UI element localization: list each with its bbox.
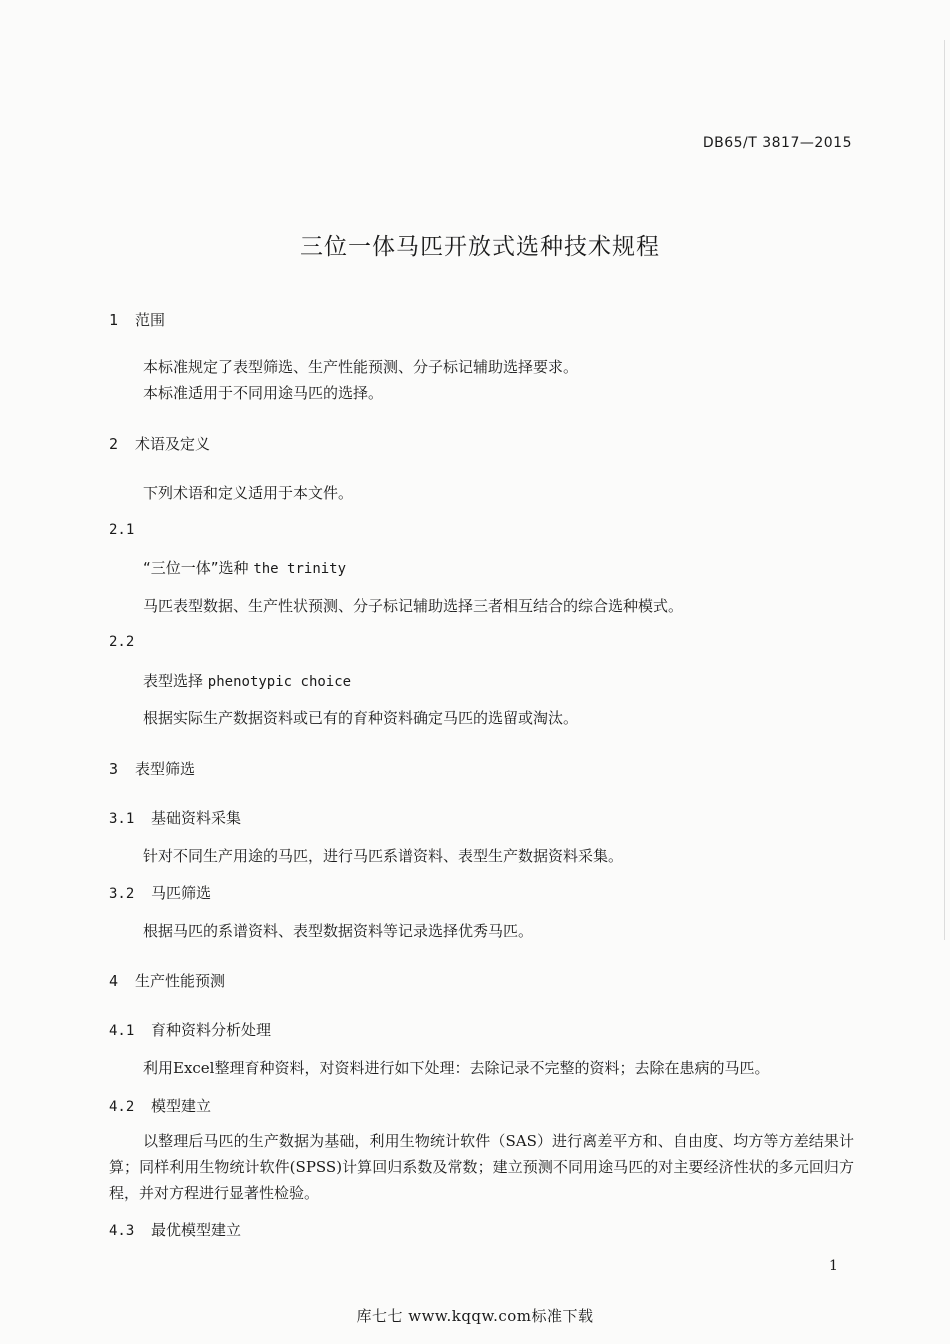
clause-3-2-text: 根据马匹的系谱资料、表型数据资料等记录选择优秀马匹。 (143, 922, 534, 940)
section-4-heading (109, 970, 225, 991)
term-2-1-definition: 马匹表型数据、生产性状预测、分子标记辅助选择三者相互结合的综合选种模式。 (143, 597, 684, 615)
clause-4-2-text: 以整理后马匹的生产数据为基础，利用生物统计软件（SAS）进行离差平方和、自由度、均方等方差结果计算；同样利用生物统计软件(SPSS)计算回归系数及常数；建立预测不同用途马匹的对主要经济性状的多元回归方程，并对方程进行显著性检验。 (109, 1132, 854, 1202)
clause-4-3-heading (109, 1219, 241, 1240)
section-title: 生产性能预测 (135, 972, 226, 990)
clause-4-1-text: 利用Excel整理育种资料，对资料进行如下处理：去除记录不完整的资料；去除在患病的马匹。 (143, 1059, 770, 1077)
page-number: 1 (829, 1258, 838, 1274)
clause-3-1-text: 针对不同生产用途的马匹，进行马匹系谱资料、表型生产数据资料采集。 (143, 847, 624, 865)
clause-title: 模型建立 (151, 1097, 212, 1115)
section-1-paragraph-2: 本标准适用于不同用途马匹的选择。 (143, 384, 384, 402)
footer-watermark (0, 1305, 950, 1326)
page-title: 三位一体马匹开放式选种技术规程 (300, 234, 660, 260)
clause-number: 4.2 (109, 1099, 135, 1115)
clause-title: 马匹筛选 (151, 884, 212, 902)
term-chinese: “三位一体”选种 (143, 559, 249, 577)
clause-4-1-heading (109, 1019, 271, 1040)
section-3-heading (109, 758, 195, 779)
section-2-paragraph: 下列术语和定义适用于本文件。 (143, 484, 354, 502)
scan-edge-right (944, 40, 945, 940)
clause-number: 4.1 (109, 1023, 135, 1039)
clause-number: 3.2 (109, 886, 135, 902)
section-number: 3 (109, 760, 119, 778)
term-english: the trinity (253, 561, 347, 577)
term-2-1 (143, 557, 346, 578)
watermark-text: 库七七 www.kqqw.com标准下载 (356, 1307, 594, 1325)
clause-title: 育种资料分析处理 (151, 1021, 272, 1039)
section-number: 4 (109, 972, 119, 990)
term-2-2 (143, 670, 351, 691)
section-number: 1 (109, 311, 119, 329)
section-title: 范围 (135, 311, 166, 329)
term-2-2-definition: 根据实际生产数据资料或已有的育种资料确定马匹的选留或淘汰。 (143, 709, 579, 727)
clause-3-2-heading (109, 882, 211, 903)
clause-2-1-number: 2.1 (109, 522, 135, 538)
section-title: 术语及定义 (135, 435, 211, 453)
section-number: 2 (109, 435, 119, 453)
section-1-paragraph-1: 本标准规定了表型筛选、生产性能预测、分子标记辅助选择要求。 (143, 358, 579, 376)
term-chinese: 表型选择 (143, 672, 204, 690)
clause-3-1-heading (109, 807, 241, 828)
section-title: 表型筛选 (135, 760, 196, 778)
document-number: DB65/T 3817—2015 (702, 135, 852, 151)
section-1-heading (109, 309, 165, 330)
section-2-heading (109, 433, 210, 454)
term-english: phenotypic choice (207, 674, 352, 690)
clause-title: 基础资料采集 (151, 809, 242, 827)
clause-2-2-number: 2.2 (109, 634, 135, 650)
clause-title: 最优模型建立 (151, 1221, 242, 1239)
clause-4-2-heading (109, 1095, 211, 1116)
clause-number: 3.1 (109, 811, 135, 827)
clause-number: 4.3 (109, 1223, 135, 1239)
